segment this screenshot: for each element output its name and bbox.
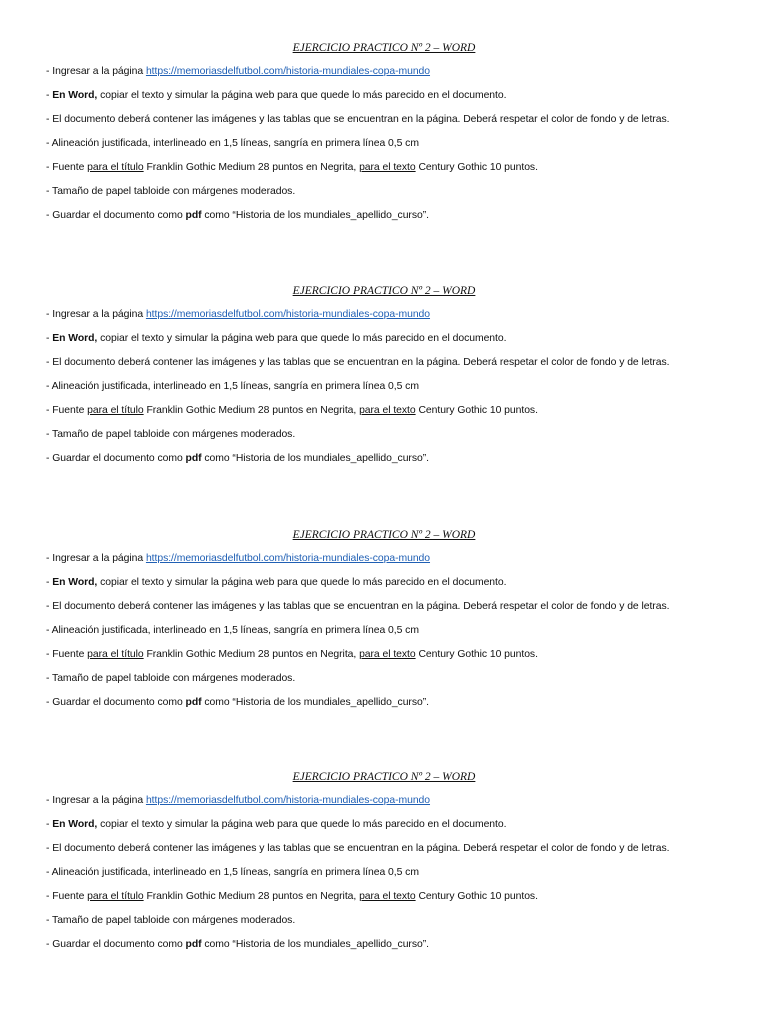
instruction-text: como “Historia de los mundiales_apellido_curso”. — [201, 210, 429, 221]
instruction-dash: - — [46, 90, 53, 101]
instruction-dash: - — [46, 333, 53, 344]
instruction-line-font — [46, 162, 538, 173]
instruction-underlined: para el título — [87, 649, 144, 660]
instruction-text: - Fuente — [46, 162, 88, 173]
instruction-bold: pdf — [185, 697, 202, 708]
instruction-text: - Fuente — [46, 649, 88, 660]
instruction-line-word — [46, 333, 506, 344]
instruction-text: copiar el texto y simular la página web para que quede lo más parecido en el documento. — [97, 819, 507, 830]
instruction-line-paper: - Tamaño de papel tabloide con márgenes moderados. — [46, 186, 296, 197]
instruction-line-url — [46, 309, 430, 320]
instruction-text: copiar el texto y simular la página web para que quede lo más parecido en el documento. — [97, 577, 507, 588]
instruction-text: como “Historia de los mundiales_apellido_curso”. — [201, 697, 429, 708]
instruction-text: - Guardar el documento como — [46, 210, 186, 221]
instruction-bold: En Word, — [52, 333, 98, 344]
instruction-text: Franklin Gothic Medium 28 puntos en Negrita, — [143, 891, 360, 902]
instruction-line-word — [46, 90, 506, 101]
instruction-bold: pdf — [185, 939, 202, 950]
instruction-line-url — [46, 795, 430, 806]
instruction-text: - Fuente — [46, 891, 88, 902]
instruction-line-content: - El documento deberá contener las imágenes y las tablas que se encuentran en la página. Deberá respetar el color de fondo y de letras. — [46, 114, 670, 125]
instruction-text: - Ingresar a la página — [46, 66, 146, 77]
instruction-line-save — [46, 697, 429, 708]
instruction-line-url — [46, 66, 430, 77]
instruction-text: Franklin Gothic Medium 28 puntos en Negrita, — [143, 405, 360, 416]
instruction-text: - Ingresar a la página — [46, 795, 146, 806]
instruction-dash: - — [46, 577, 53, 588]
website-link[interactable]: https://memoriasdelfutbol.com/historia-mundiales-copa-mundo — [145, 66, 431, 77]
instruction-underlined: para el título — [87, 891, 144, 902]
website-link[interactable]: https://memoriasdelfutbol.com/historia-mundiales-copa-mundo — [145, 795, 431, 806]
instruction-line-alignment: - Alineación justificada, interlineado en 1,5 líneas, sangría en primera línea 0,5 cm — [46, 381, 419, 392]
instruction-line-content: - El documento deberá contener las imágenes y las tablas que se encuentran en la página. Deberá respetar el color de fondo y de letras. — [46, 601, 670, 612]
instruction-bold: pdf — [185, 210, 202, 221]
instruction-text: - Ingresar a la página — [46, 553, 146, 564]
instruction-text: como “Historia de los mundiales_apellido_curso”. — [201, 939, 429, 950]
instruction-line-alignment: - Alineación justificada, interlineado en 1,5 líneas, sangría en primera línea 0,5 cm — [46, 138, 419, 149]
instruction-text: como “Historia de los mundiales_apellido_curso”. — [201, 453, 429, 464]
instruction-underlined: para el texto — [359, 649, 416, 660]
instruction-bold: En Word, — [52, 577, 98, 588]
instruction-line-font — [46, 891, 538, 902]
exercise-title: EJERCICIO PRACTICO Nº 2 – WORD — [292, 42, 476, 54]
instruction-underlined: para el texto — [359, 162, 416, 173]
exercise-title: EJERCICIO PRACTICO Nº 2 – WORD — [292, 771, 476, 783]
website-link[interactable]: https://memoriasdelfutbol.com/historia-mundiales-copa-mundo — [145, 309, 431, 320]
instruction-dash: - — [46, 819, 53, 830]
instruction-line-paper: - Tamaño de papel tabloide con márgenes moderados. — [46, 673, 296, 684]
instruction-bold: En Word, — [52, 90, 98, 101]
instruction-bold: En Word, — [52, 819, 98, 830]
instruction-line-save — [46, 210, 429, 221]
instruction-underlined: para el título — [87, 162, 144, 173]
instruction-bold: pdf — [185, 453, 202, 464]
instruction-line-word — [46, 577, 506, 588]
instruction-text: copiar el texto y simular la página web para que quede lo más parecido en el documento. — [97, 90, 507, 101]
instruction-line-word — [46, 819, 506, 830]
instruction-line-font — [46, 649, 538, 660]
instruction-underlined: para el texto — [359, 405, 416, 416]
instruction-text: - Guardar el documento como — [46, 939, 186, 950]
instruction-line-url — [46, 553, 430, 564]
instruction-text: Century Gothic 10 puntos. — [415, 891, 538, 902]
instruction-text: - Guardar el documento como — [46, 697, 186, 708]
instruction-text: Franklin Gothic Medium 28 puntos en Negrita, — [143, 649, 360, 660]
instruction-text: Franklin Gothic Medium 28 puntos en Negrita, — [143, 162, 360, 173]
instruction-line-paper: - Tamaño de papel tabloide con márgenes moderados. — [46, 429, 296, 440]
exercise-title: EJERCICIO PRACTICO Nº 2 – WORD — [292, 285, 476, 297]
instruction-text: - Ingresar a la página — [46, 309, 146, 320]
instruction-text: - Fuente — [46, 405, 88, 416]
instruction-line-font — [46, 405, 538, 416]
instruction-underlined: para el título — [87, 405, 144, 416]
instruction-text: - Guardar el documento como — [46, 453, 186, 464]
website-link[interactable]: https://memoriasdelfutbol.com/historia-mundiales-copa-mundo — [145, 553, 431, 564]
instruction-underlined: para el texto — [359, 891, 416, 902]
instruction-text: copiar el texto y simular la página web para que quede lo más parecido en el documento. — [97, 333, 507, 344]
instruction-line-alignment: - Alineación justificada, interlineado en 1,5 líneas, sangría en primera línea 0,5 cm — [46, 867, 419, 878]
instruction-text: Century Gothic 10 puntos. — [415, 162, 538, 173]
instruction-line-save — [46, 939, 429, 950]
instruction-line-save — [46, 453, 429, 464]
instruction-line-content: - El documento deberá contener las imágenes y las tablas que se encuentran en la página. Deberá respetar el color de fondo y de letras. — [46, 843, 670, 854]
instruction-line-alignment: - Alineación justificada, interlineado en 1,5 líneas, sangría en primera línea 0,5 cm — [46, 625, 419, 636]
instruction-text: Century Gothic 10 puntos. — [415, 649, 538, 660]
instruction-text: Century Gothic 10 puntos. — [415, 405, 538, 416]
instruction-line-content: - El documento deberá contener las imágenes y las tablas que se encuentran en la página. Deberá respetar el color de fondo y de letras. — [46, 357, 670, 368]
instruction-line-paper: - Tamaño de papel tabloide con márgenes moderados. — [46, 915, 296, 926]
exercise-title: EJERCICIO PRACTICO Nº 2 – WORD — [292, 529, 476, 541]
